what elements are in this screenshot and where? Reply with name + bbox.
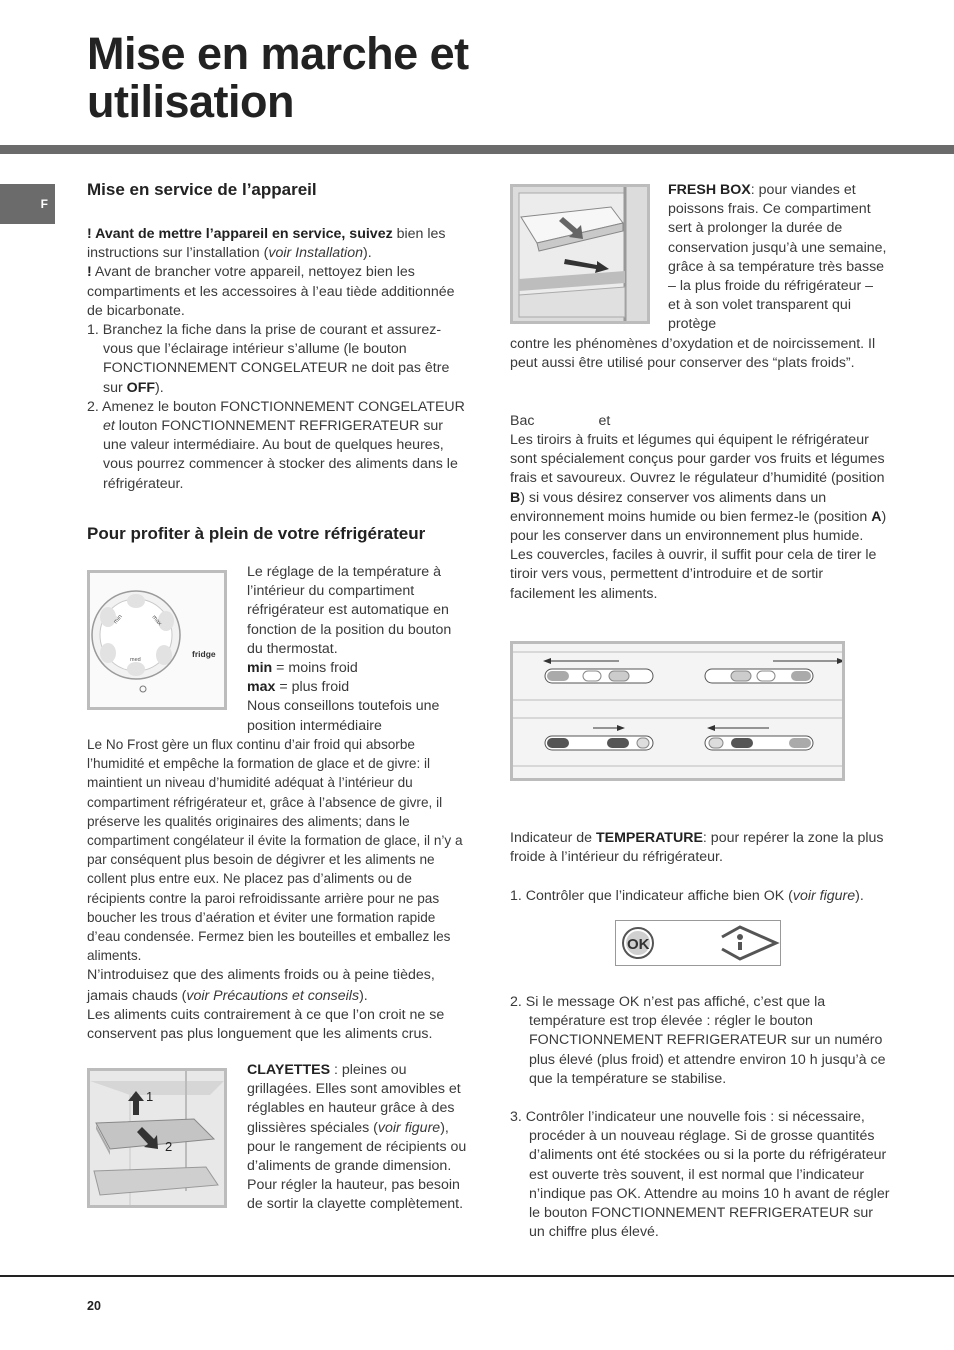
- clayettes-link: voir figure: [377, 1119, 441, 1136]
- temp-text: : pour repérer la zone la plus froide à l’intérieur du réfrigérateur.: [510, 830, 884, 866]
- step-2-b: louton FONCTIONNEMENT REFRIGERATEUR sur une valeur intermédiaire. Au bout de quelques heures, vous pourrez commencer à stocker des aliments dans le réfrigérateur.: [103, 418, 458, 492]
- shelf-arrow-1-label: 1: [146, 1089, 154, 1104]
- fresh-box-illustration: [513, 187, 647, 321]
- bac-text-block: [510, 431, 890, 604]
- step-2-et: et: [103, 418, 119, 435]
- check-2: 2. Si le message OK n’est pas affiché, c’est que la température est trop élevée : régler le bouton FONCTIONNEMENT REFRIGERATEUR sur un numéro plus élevé (plus froid) et attendre environ 10 h jusqu’à ce que la température se stabilise.: [510, 994, 886, 1087]
- ok-label: OK: [627, 936, 650, 953]
- footer-rule: [0, 1275, 954, 1277]
- freshbox-figure: [510, 184, 650, 324]
- cooked-text: Les aliments cuits contrairement à ce que l’on croit ne se conservent pas plus longuement que les aliments crus.: [87, 1006, 445, 1043]
- ok-indicator: [615, 920, 781, 966]
- humidity-slider-diagram: [513, 644, 842, 778]
- step-2-a: 2. Amenez le bouton FONCTIONNEMENT CONGELATEUR: [87, 398, 465, 415]
- temp-intro: Indicateur de: [510, 830, 596, 846]
- page-title: Mise en marche et utilisation: [87, 28, 469, 127]
- nofrost-block: [87, 735, 467, 1044]
- min-text: = moins froid: [272, 660, 358, 677]
- shelf-illustration: [90, 1071, 224, 1205]
- language-tab-label: F: [40, 197, 48, 211]
- thermostat-figure: [87, 570, 227, 710]
- clayettes-end: ), pour le rangement de récipients ou d’aliments de grande dimension. Pour régler la hauteur, pas besoin de sortir la clayette complètement.: [247, 1119, 467, 1213]
- warning-2-bang: !: [87, 264, 92, 281]
- clayettes-block: [247, 1061, 467, 1215]
- bac-mid: ) si vous désirez conserver vos aliments dans un environnement moins humide ou bien fermez-le (position: [510, 489, 872, 525]
- temperature-block: [510, 829, 890, 867]
- cold-food-text: [87, 965, 467, 1005]
- bac-b: B: [510, 489, 521, 506]
- shelf-figure: [87, 1068, 227, 1208]
- warning-2-text: Avant de brancher votre appareil, nettoyez bien les compartiments et les accessoires à l’eau tiède additionnée de bicarbonate.: [87, 264, 455, 319]
- bac-a: A: [871, 508, 882, 525]
- cold-end: ).: [359, 987, 368, 1004]
- section-heading-profiter: Pour profiter à plein de votre réfrigérateur: [87, 524, 426, 543]
- advice-text: Nous conseillons toutefois une position intermédiaire: [247, 698, 440, 734]
- dial-med-label: med: [130, 657, 141, 663]
- step-2: [87, 398, 467, 494]
- warning-block: [87, 225, 467, 494]
- step-1-end: ).: [155, 379, 164, 396]
- section-heading-mise-en-service: Mise en service de l’appareil: [87, 180, 317, 199]
- check-1-text: 1. Contrôler que l’indicateur affiche bien OK (: [510, 888, 793, 904]
- cold-link: voir Précautions et conseils: [186, 987, 360, 1004]
- shelf-arrow-2-label: 2: [165, 1139, 173, 1154]
- bac-text: Les tiroirs à fruits et légumes qui équipent le réfrigérateur sont spécialement conçus pour garder vos fruits et légumes frais et savoureux. Ouvrez le régulateur d’humidité (position: [510, 432, 885, 487]
- thermostat-dial-icon: [90, 573, 224, 707]
- humidity-figure: [510, 641, 845, 781]
- bac-end: ) pour les conserver dans un environnement plus humide. Les couvercles, faciles à ouvrir, il suffit pour cela de tirer le tiroir vers vous, permettent d’introduire et de sortir facilement les aliments.: [510, 508, 887, 602]
- check-3: 3. Contrôler l’indicateur une nouvelle fois : si nécessaire, procéder à un nouveau réglage. Si de grosse quantités d’aliments ont été stockées ou si la porte du réfrigérateur est ouverte très souvent, il est normal que l’indicateur n’indique pas OK. Attendre au moins 10 h avant de régler le bouton FONCTIONNEMENT REFRIGERATEUR sur un chiffre plus élevé.: [510, 1109, 890, 1241]
- cold-text: N’introduisez que des aliments froids ou à peine tièdes, jamais chauds (: [87, 967, 435, 1004]
- bac-et: et: [598, 413, 611, 429]
- step-1-text: 1. Branchez la fiche dans la prise de courant et assurez-vous que l’éclairage intérieur s’allume (le bouton FONCTIONNEMENT CONGELATEUR ne doit pas être sur: [87, 322, 450, 396]
- freshbox-text: : pour viandes et poissons frais. Ce compartiment sert à prolonger la durée de conservation jusqu’à une semaine, grâce à sa température très basse – la plus froide du réfrigérateur – et à son volet transparent qui protège: [668, 182, 887, 333]
- dial-fridge-label: fridge: [192, 649, 216, 659]
- clayettes-text: : pleines ou grillagées. Elles sont amovibles et réglables en hauteur grâce à des glissières spéciales (: [247, 1062, 461, 1136]
- max-label: max: [247, 679, 276, 696]
- thermostat-text: Le réglage de la température à l’intérieur du compartiment réfrigérateur est automatique en fonction de la position du bouton du thermostat.: [247, 564, 452, 657]
- check-1-end: ).: [855, 888, 864, 904]
- max-line: [247, 678, 467, 697]
- dial-max-label: max: [150, 614, 163, 627]
- bac-heading-line: [510, 412, 890, 431]
- language-tab: [0, 184, 55, 224]
- dial-min-label: min: [112, 614, 124, 626]
- check-1: [510, 887, 890, 906]
- thermostat-description: [247, 563, 467, 736]
- bac-word: Bac: [510, 413, 535, 429]
- clayettes-bold: CLAYETTES: [247, 1062, 331, 1078]
- step-1: [87, 321, 467, 398]
- freshbox-cont: contre les phénomènes d’oxydation et de noircissement. Il peut aussi être utilisé pour conserver des “plats froids”.: [510, 336, 876, 372]
- warning-1-link: voir Installation: [268, 245, 363, 262]
- header-rule: [0, 145, 954, 154]
- check-3-wrap: [510, 1108, 890, 1242]
- warning-1-text: bien les instructions sur l’installation (: [87, 226, 446, 262]
- step-1-bold: OFF: [126, 379, 156, 396]
- temp-bold: TEMPERATURE: [595, 830, 703, 846]
- ok-indicator-icon: [616, 921, 780, 965]
- nofrost-text: Le No Frost gère un flux continu d’air froid qui absorbe l’humidité et empêche la formation de glace et de givre: il maintient un niveau d’humidité adéquat à l’intérieur du compartiment réfrigérateur et, grâce à l’absence de givre, il préserve les qualités originaires des aliments; dans le compartiment congélateur il évite la formation de glace, il n’y a par conséquent plus besoin de dégivrer et les aliments ne collent plus entre eux. Ne placez pas d’aliments ou de récipients contre la paroi refroidissante arrière pour ne pas boucher les trous d’aération et éviter une formation rapide d’eau condensée. Fermez bien les bouteilles et emballez les aliments.: [87, 737, 463, 964]
- min-line: [247, 659, 467, 678]
- max-text: = plus froid: [275, 679, 350, 696]
- check-2-wrap: [510, 993, 890, 1089]
- warning-1-bold: ! Avant de mettre l’appareil en service, suivez: [87, 226, 393, 242]
- freshbox-bold: FRESH BOX: [668, 182, 751, 198]
- warning-1-end: ).: [363, 245, 372, 262]
- freshbox-text-block: [668, 181, 888, 335]
- page-number: 20: [87, 1299, 101, 1313]
- min-label: min: [247, 660, 273, 677]
- check-1-link: voir figure: [792, 888, 856, 904]
